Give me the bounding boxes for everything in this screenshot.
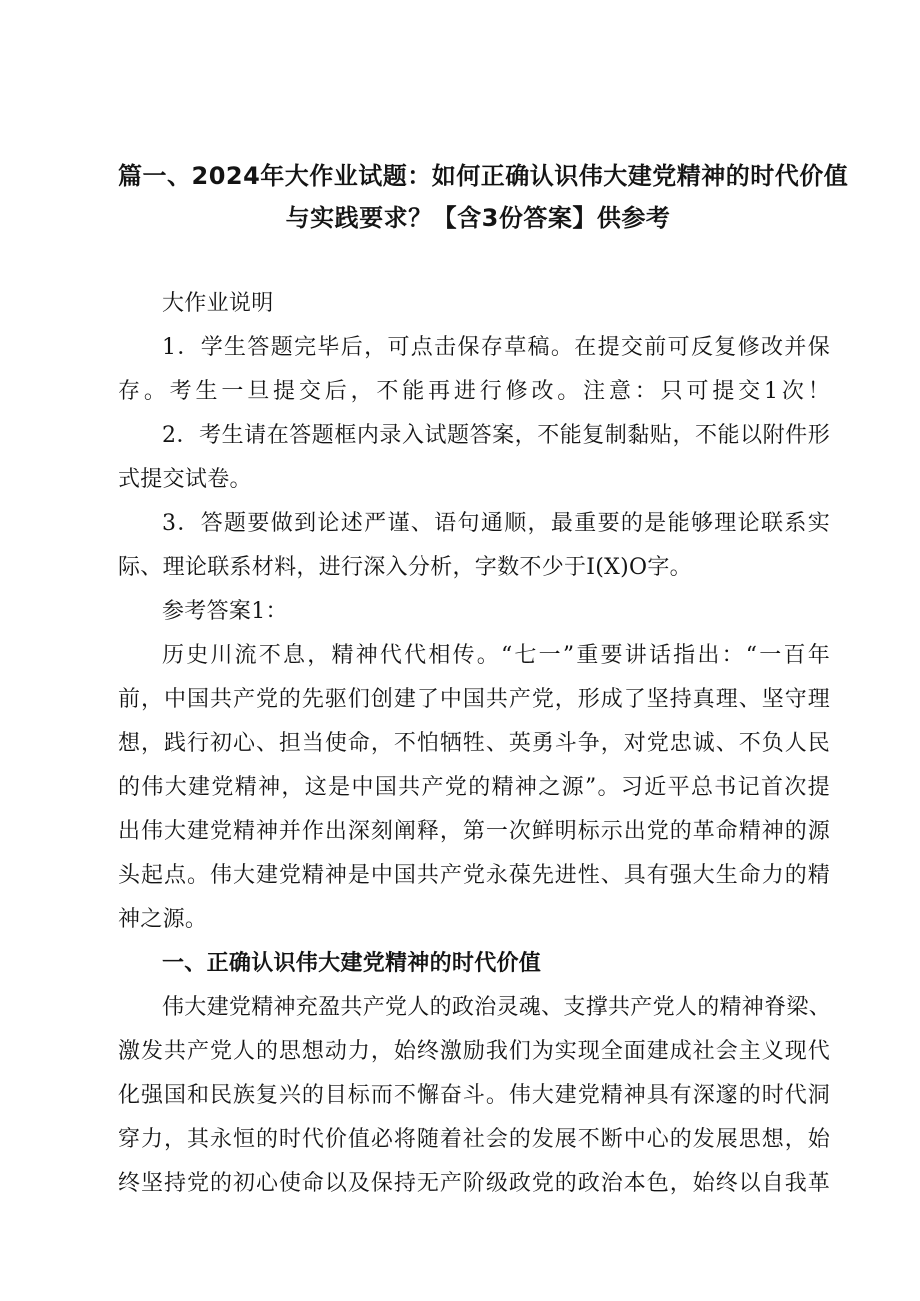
paragraph-line: 的伟大建党精神，这是中国共产党的精神之源”。习近平总书记首次提 [118, 775, 830, 800]
document-title-line-2: 与实践要求？【含3份答案】供参考 [285, 204, 671, 232]
instruction-1-line-1: 1．学生答题完毕后，可点击保存草稿。在提交前可反复修改并保 [162, 335, 830, 360]
paragraph-line: 伟大建党精神充盈共产党人的政治灵魂、支撑共产党人的精神脊梁、 [162, 995, 832, 1020]
answer-label: 参考答案1： [162, 599, 288, 624]
paragraph-line: 头起点。伟大建党精神是中国共产党永葆先进性、具有强大生命力的精 [118, 863, 830, 888]
section-label: 大作业说明 [162, 291, 274, 316]
paragraph-line: 穿力，其永恒的时代价值必将随着社会的发展不断中心的发展思想，始 [118, 1127, 830, 1152]
instruction-2-line-1: 2．考生请在答题框内录入试题答案，不能复制黏贴，不能以附件形 [162, 423, 830, 448]
paragraph-line: 激发共产党人的思想动力，始终激励我们为实现全面建成社会主义现代 [118, 1039, 830, 1064]
paragraph-line: 历史川流不息，精神代代相传。“七一”重要讲话指出：“一百年 [162, 643, 830, 668]
section-heading: 一、正确认识伟大建党精神的时代价值 [162, 951, 542, 976]
paragraph-line: 终坚持党的初心使命以及保持无产阶级政党的政治本色，始终以自我革 [118, 1171, 830, 1196]
paragraph-line: 神之源。 [118, 907, 208, 932]
paragraph-line: 想，践行初心、担当使命，不怕牺牲、英勇斗争，对党忠诚、不负人民 [118, 731, 830, 756]
instruction-1-line-2: 存。考生一旦提交后，不能再进行修改。注意：只可提交1次！ [118, 379, 830, 404]
instruction-2-line-2: 式提交试卷。 [118, 467, 252, 492]
paragraph-line: 化强国和民族复兴的目标而不懈奋斗。伟大建党精神具有深邃的时代洞 [118, 1083, 830, 1108]
paragraph-line: 出伟大建党精神并作出深刻阐释，第一次鲜明标示出党的革命精神的源 [118, 819, 830, 844]
instruction-3-line-1: 3．答题要做到论述严谨、语句通顺，最重要的是能够理论联系实 [162, 511, 830, 536]
document-title-line-1: 篇一、2024年大作业试题：如何正确认识伟大建党精神的时代价值 [118, 162, 849, 190]
instruction-3-line-2: 际、理论联系材料，进行深入分析，字数不少于I(X)O字。 [118, 555, 692, 580]
paragraph-line: 前，中国共产党的先驱们创建了中国共产党，形成了坚持真理、坚守理 [118, 687, 830, 712]
